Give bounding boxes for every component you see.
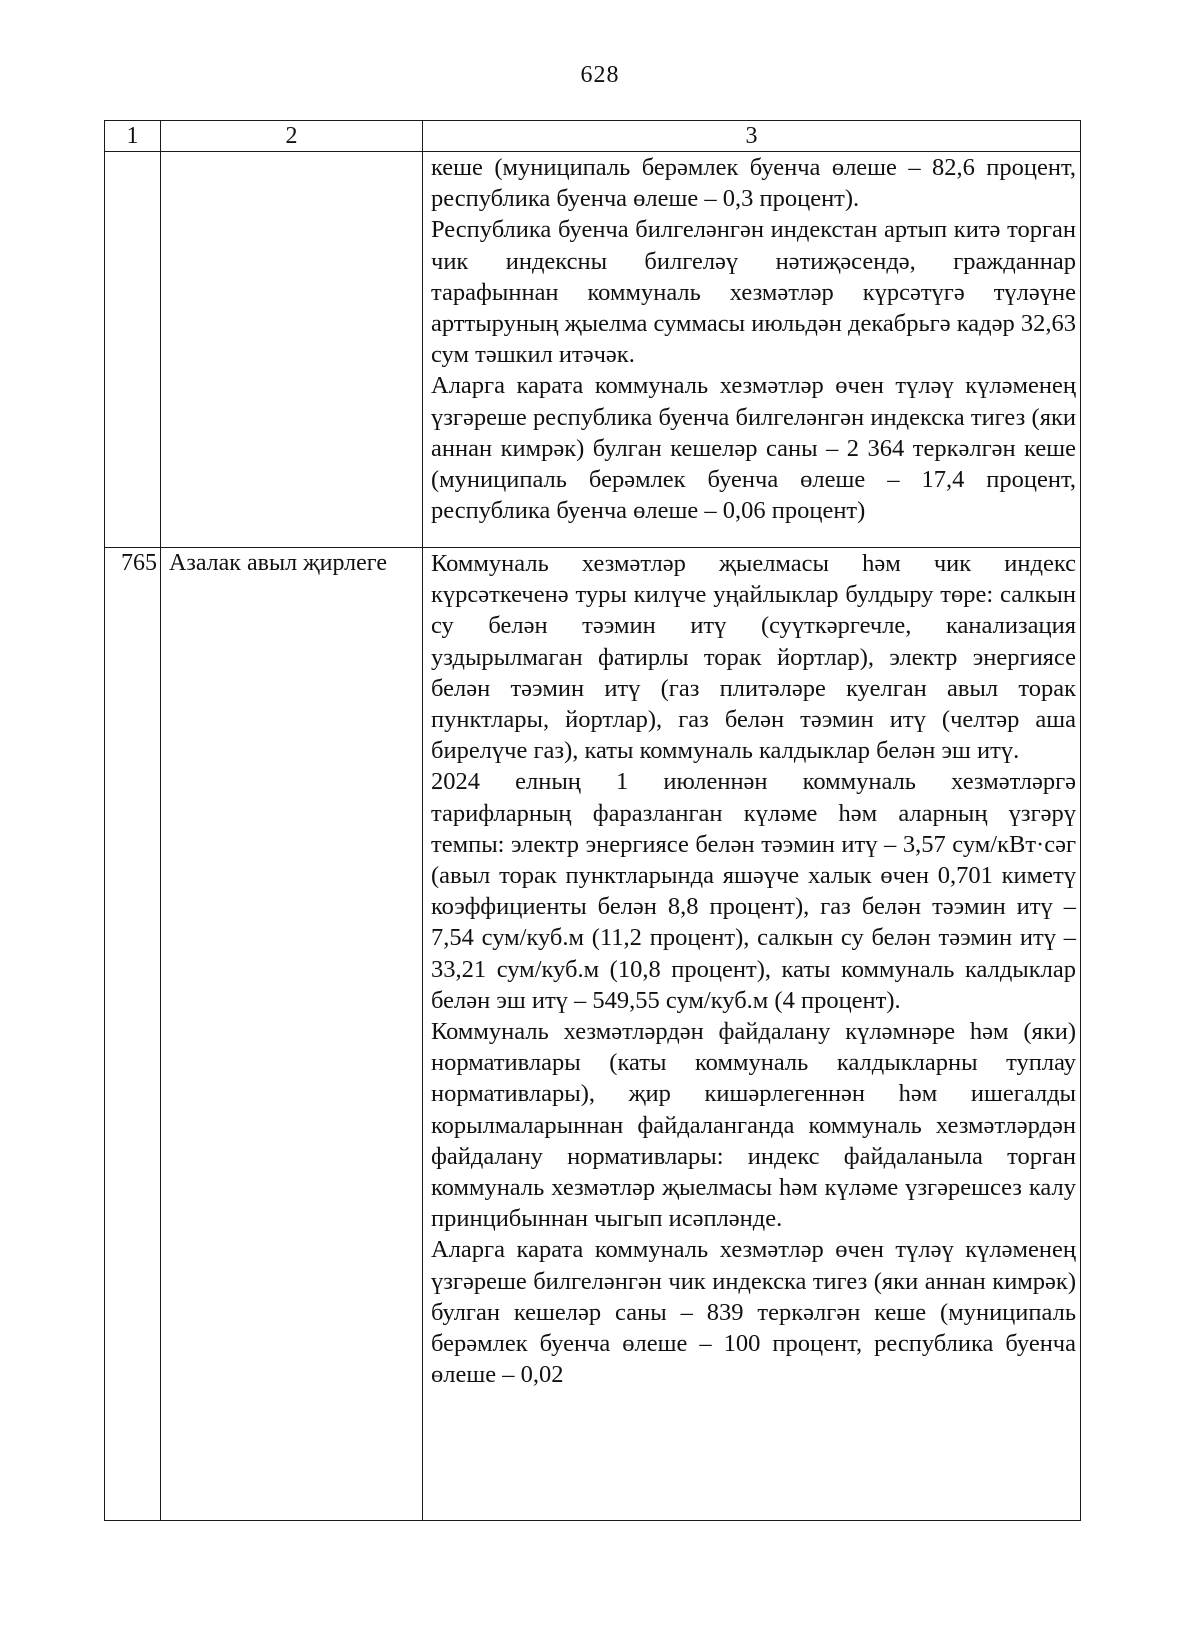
column-header-2: 2 — [161, 121, 423, 152]
paragraph: кеше (муниципаль берәмлек буенча өлеше – 82,6 процент, республика буенча өлеше – 0,3 процент). — [431, 154, 1076, 213]
table-row — [105, 152, 1081, 548]
paragraph: Аларга карата коммуналь хезмәтләр өчен түләү күләменең үзгәреше республика буенча билгеләнгән индекска тигез (яки аннан кимрәк) булган кешеләр саны – 2 364 теркәлгән кеше (муниципаль берәмлек буенча өлеше – 17,4 процент, республика буенча өлеше – 0,06 процент) — [431, 372, 1076, 525]
column-header-3: 3 — [423, 121, 1081, 152]
paragraph: 2024 елның 1 июленнән коммуналь хезмәтләргә тарифларның фаразланган күләме һәм аларның үзгәрү темпы: электр энергиясе белән тәэмин итү – 3,57 сум/кВт·сәг (авыл торак пунктларында яшәүче халык өчен 0,701 киметү коэффициенты белән 8,8 процент), газ белән тәэмин итү – 7,54 сум/куб.м (11,2 процент), салкын су белән тәэмин итү – 33,21 сум/куб.м (10,8 процент), каты коммуналь калдыклар белән эш итү – 549,55 сум/куб.м (4 процент). — [431, 768, 1076, 1014]
paragraph: Аларга карата коммуналь хезмәтләр өчен түләү күләменең үзгәреше билгеләнгән чик индекска тигез (яки аннан кимрәк) булган кешеләр саны – 839 теркәлгән кеше (муниципаль берәмлек буенча өлеше – 100 процент, республика буенча өлеше – 0,02 — [431, 1236, 1076, 1389]
table-row — [105, 548, 1081, 1521]
page-number: 628 — [580, 62, 620, 88]
row-number: 765 — [105, 548, 161, 1521]
settlement-name — [161, 152, 423, 548]
paragraph: Республика буенча билгеләнгән индекстан артып китә торган чик индексны билгеләү нәтиҗәсендә, гражданнар тарафыннан коммуналь хезмәтләр күрсәтүгә түләүне арттыруның җыелма суммасы июльдән декабрьгә кадәр 32,63 сум тәшкил итәчәк. — [431, 216, 1076, 369]
column-header-1: 1 — [105, 121, 161, 152]
document-table — [104, 120, 1081, 1521]
settlement-name: Азалак авыл җирлеге — [161, 548, 423, 1521]
paragraph: Коммуналь хезмәтләр җыелмасы һәм чик индекс күрсәткеченә туры килүче уңайлыклар булдыру төре: салкын су белән тәэмин итү (суүткәргечле, канализация уздырылмаган фатирлы торак йортлар), электр энергиясе белән тәэмин итү (газ плитәләре куелган авыл торак пунктлары, йортлар), газ белән тәэмин итү (челтәр аша бирелүче газ), каты коммуналь калдыклар белән эш итү. — [431, 550, 1076, 765]
table-header-row — [105, 121, 1081, 152]
description-cell — [423, 548, 1081, 1521]
row-number — [105, 152, 161, 548]
description-cell — [423, 152, 1081, 548]
paragraph: Коммуналь хезмәтләрдән файдалану күләмнәре һәм (яки) нормативлары (каты коммуналь калдыкларны туплау нормативлары), җир кишәрлегеннән һәм ишегалды корылмаларыннан файдаланганда коммуналь хезмәтләрдән файдалану нормативлары: индекс файдаланыла торган коммуналь хезмәтләр җыелмасы һәм күләме үзгәрешсез калу принцибыннан чыгып исәпләнде. — [431, 1018, 1076, 1233]
